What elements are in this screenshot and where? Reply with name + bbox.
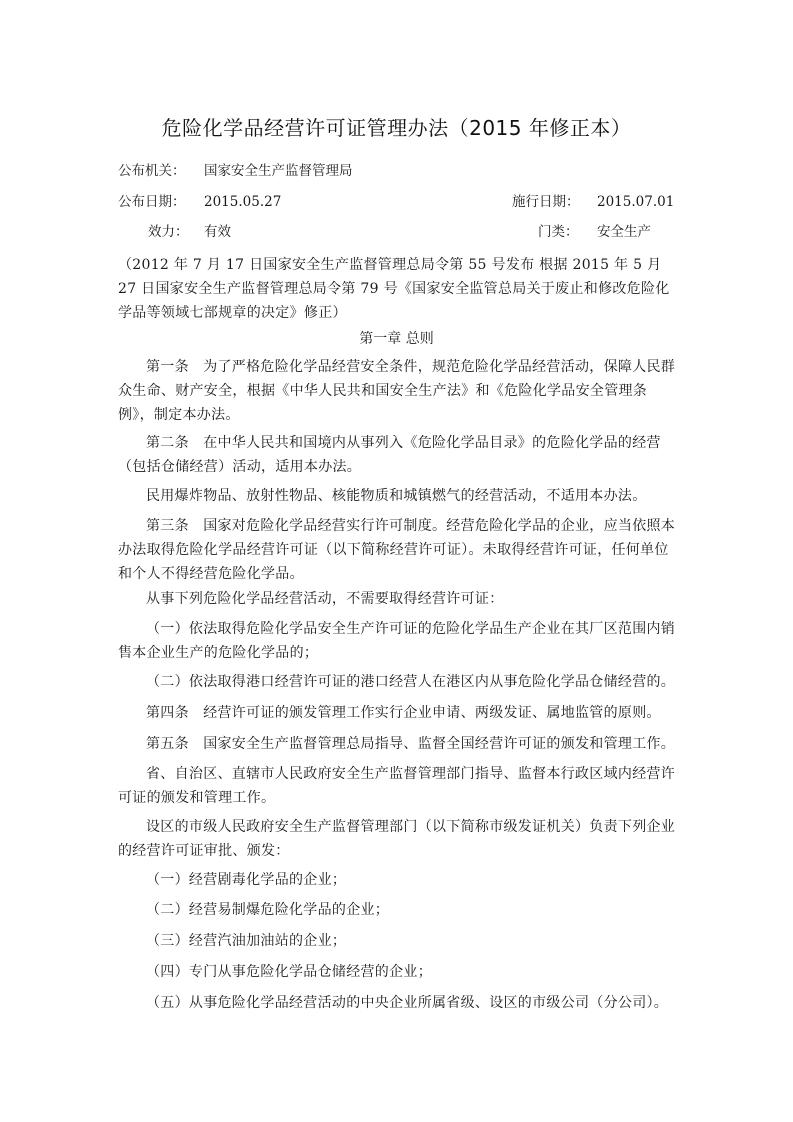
paragraph-provincial: 省、自治区、直辖市人民政府安全生产监督管理部门指导、监督本行政区域内经营许可证的颁发和管理工作。	[118, 766, 676, 806]
paragraph-exemption-2: （二）依法取得港口经营许可证的港口经营人在港区内从事危险化学品仓储经营的。	[146, 674, 676, 690]
paragraph-article-2: 第二条 在中华人民共和国境内从事列入《危险化学品目录》的危险化学品的经营（包括仓储经营）活动，适用本办法。	[118, 435, 661, 475]
list-item-1: （一）经营剧毒化学品的企业；	[146, 872, 347, 888]
paragraph-exemptions-intro: 从事下列危险化学品经营活动，不需要取得经营许可证：	[146, 591, 504, 607]
revision-note: （2012 年 7 月 17 日国家安全生产监督管理总局令第 55 号发布 根据 2015 年 5 月 27 日国家安全生产监督管理总局令第 79 号《国家安全监管总局关于废止和修改危险化学品等领域七部规章的决定》修正）	[118, 257, 670, 321]
publish-date-value: 2015.05.27	[204, 194, 282, 210]
paragraph-exemption-1: （一）依法取得危险化学品安全生产许可证的危险化学品生产企业在其厂区范围内销售本企业生产的危险化学品的；	[118, 621, 676, 661]
effective-date-label: 施行日期：	[512, 194, 580, 210]
paragraph-article-4: 第四条 经营许可证的颁发管理工作实行企业申请、两级发证、属地监管的原则。	[146, 705, 661, 721]
paragraph-article-3: 第三条 国家对危险化学品经营实行许可制度。经营危险化学品的企业，应当依照本办法取得危险化学品经营许可证（以下简称经营许可证）。未取得经营许可证，任何单位和个人不得经营危险化学品。	[118, 518, 676, 582]
document-title: 危险化学品经营许可证管理办法（2015 年修正本）	[161, 116, 632, 140]
effective-date-value: 2015.07.01	[597, 194, 675, 210]
issuer-label: 公布机关：	[118, 163, 186, 179]
chapter-heading: 第一章 总则	[359, 331, 434, 347]
list-item-3: （三）经营汽油加油站的企业；	[146, 933, 347, 949]
paragraph-article-1: 第一条 为了严格危险化学品经营安全条件，规范危险化学品经营活动，保障人民群众生命、财产安全，根据《中华人民共和国安全生产法》和《危险化学品安全管理条例》，制定本办法。	[118, 359, 676, 423]
paragraph-article-5: 第五条 国家安全生产监督管理总局指导、监督全国经营许可证的颁发和管理工作。	[146, 736, 676, 752]
category-value: 安全生产	[597, 224, 651, 240]
list-item-5: （五）从事危险化学品经营活动的中央企业所属省级、设区的市级公司（分公司）。	[146, 995, 669, 1011]
paragraph-municipal: 设区的市级人民政府安全生产监督管理部门（以下简称市级发证机关）负责下列企业的经营许可证审批、颁发：	[118, 819, 676, 859]
paragraph-exclusions: 民用爆炸物品、放射性物品、核能物质和城镇燃气的经营活动，不适用本办法。	[146, 488, 647, 504]
category-label: 门类：	[538, 224, 579, 240]
publish-date-label: 公布日期：	[118, 194, 186, 210]
validity-label: 效力：	[148, 224, 189, 240]
list-item-2: （二）经营易制爆危险化学品的企业；	[146, 902, 390, 918]
validity-value: 有效	[204, 224, 231, 240]
list-item-4: （四）专门从事危险化学品仓储经营的企业；	[146, 964, 432, 980]
issuer-value: 国家安全生产监督管理局	[204, 163, 353, 179]
